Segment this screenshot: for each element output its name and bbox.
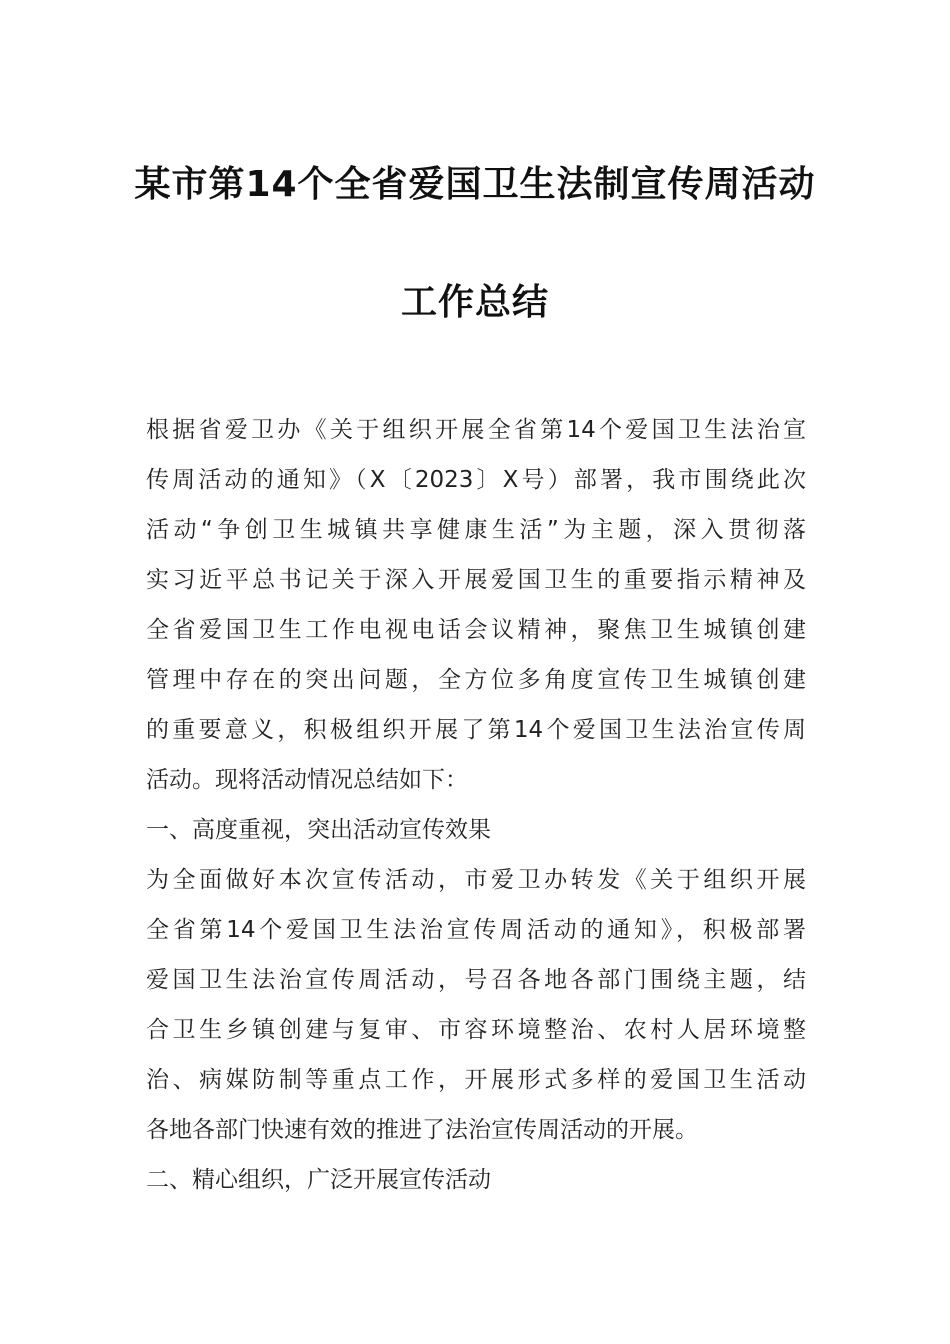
body-line: 治、病媒防制等重点工作，开展形式多样的爱国卫生活动 bbox=[146, 1067, 806, 1093]
body-line: 管理中存在的突出问题，全方位多角度宣传卫生城镇创建 bbox=[146, 667, 806, 693]
body-line: 传周活动的通知》（X〔2023〕X号）部署，我市围绕此次 bbox=[146, 467, 806, 493]
body-line: 活动。现将活动情况总结如下： bbox=[146, 767, 468, 793]
body-line: 实习近平总书记关于深入开展爱国卫生的重要指示精神及 bbox=[146, 567, 806, 593]
body-line: 全省爱国卫生工作电视电话会议精神，聚焦卫生城镇创建 bbox=[146, 617, 806, 643]
body-line: 爱国卫生法治宣传周活动，号召各地各部门围绕主题，结 bbox=[146, 967, 806, 993]
section-heading-2: 二、精心组织，广泛开展宣传活动 bbox=[146, 1167, 491, 1193]
body-line: 全省第14个爱国卫生法治宣传周活动的通知》，积极部署 bbox=[146, 917, 806, 943]
document-body bbox=[146, 410, 806, 1210]
body-line: 合卫生乡镇创建与复审、市容环境整治、农村人居环境整 bbox=[146, 1017, 806, 1043]
section-heading-1: 一、高度重视，突出活动宣传效果 bbox=[146, 817, 491, 843]
document-title-line-2: 工作总结 bbox=[400, 282, 549, 323]
body-line: 的重要意义，积极组织开展了第14个爱国卫生法治宣传周 bbox=[146, 717, 806, 743]
body-line: 为全面做好本次宣传活动，市爱卫办转发《关于组织开展 bbox=[146, 867, 806, 893]
body-line: 活动“争创卫生城镇共享健康生活”为主题，深入贯彻落 bbox=[146, 517, 806, 543]
document-title-line-1: 某市第14个全省爱国卫生法制宣传周活动 bbox=[134, 164, 816, 205]
body-line: 根据省爱卫办《关于组织开展全省第14个爱国卫生法治宣 bbox=[146, 417, 806, 443]
body-line: 各地各部门快速有效的推进了法治宣传周活动的开展。 bbox=[146, 1117, 698, 1143]
